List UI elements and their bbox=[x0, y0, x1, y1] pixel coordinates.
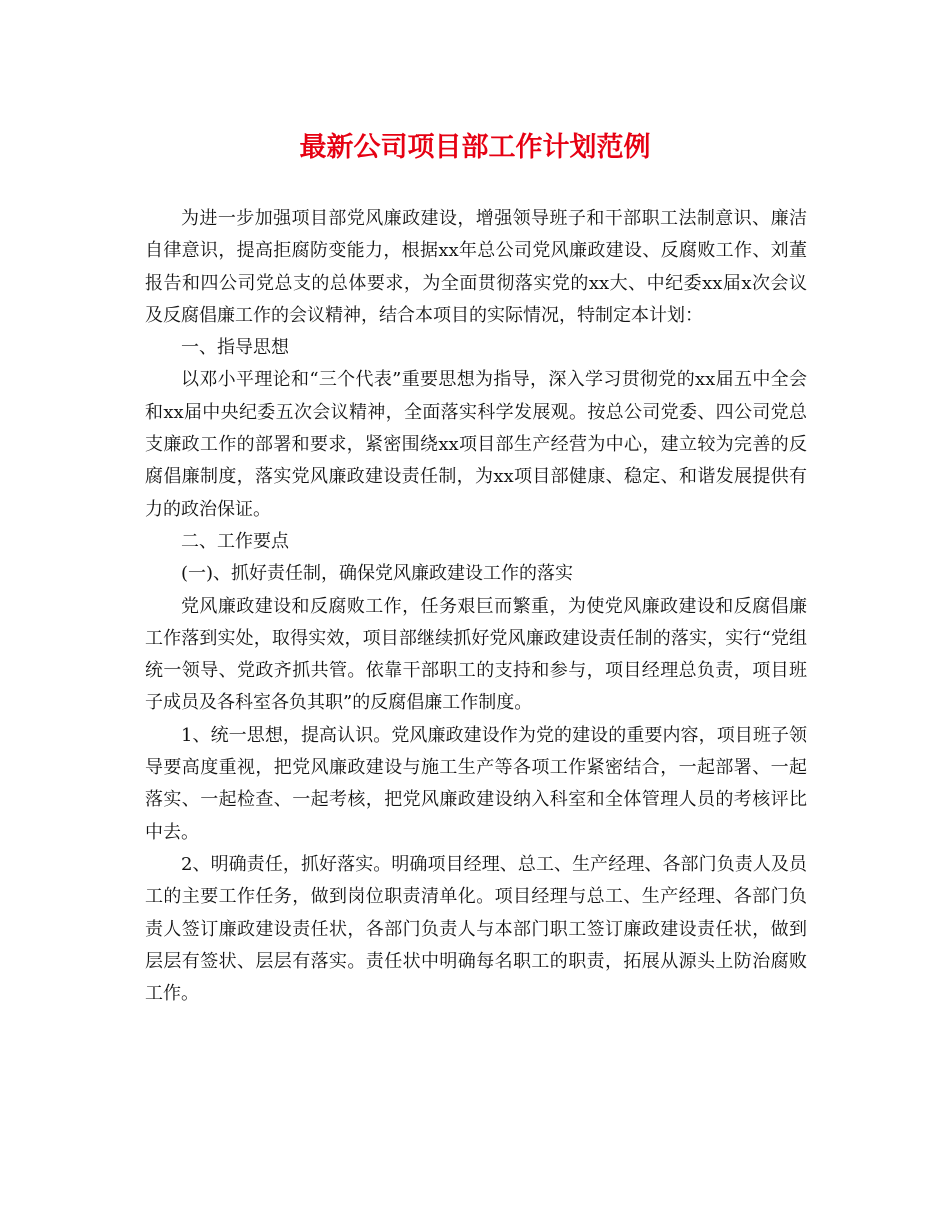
responsibility-paragraph: 党风廉政建设和反腐败工作，任务艰巨而繁重，为使党风廉政建设和反腐倡廉工作落到实处，取得实效，项目部继续抓好党风廉政建设责任制的落实，实行“党组统一领导、党政齐抓共管。依靠干部职工的支持和参与，项目经理总负责，项目班子成员及各科室各负其职”的反腐倡廉工作制度。 bbox=[145, 595, 807, 714]
guiding-thought-paragraph: 以邓小平理论和“三个代表”重要思想为指导，深入学习贯彻党的xx届五中全会和xx届中央纪委五次会议精神，全面落实科学发展观。按总公司党委、四公司党总支廉政工作的部署和要求，紧密围绕xx项目部生产经营为中心，建立较为完善的反腐倡廉制度，落实党风廉政建设责任制，为xx项目部健康、稳定、和谐发展提供有力的政治保证。 bbox=[145, 369, 807, 520]
item-1-paragraph: 1、统一思想，提高认识。党风廉政建设作为党的建设的重要内容，项目班子领导要高度重视，把党风廉政建设与施工生产等各项工作紧密结合，一起部署、一起落实、一起检查、一起考核，把党风廉政建设纳入科室和全体管理人员的考核评比中去。 bbox=[145, 724, 807, 843]
section-heading-work-points: 二、工作要点 bbox=[181, 530, 289, 552]
intro-paragraph: 为进一步加强项目部党风廉政建设，增强领导班子和干部职工法制意识、廉洁自律意识，提高拒腐防变能力，根据xx年总公司党风廉政建设、反腐败工作、刘董报告和四公司党总支的总体要求，为全面贯彻落实党的xx大、中纪委xx届x次会议及反腐倡廉工作的会议精神，结合本项目的实际情况，特制定本计划： bbox=[145, 208, 807, 326]
subsection-heading-responsibility: (一)、抓好责任制，确保党风廉政建设工作的落实 bbox=[181, 563, 574, 585]
item-2-paragraph: 2、明确责任，抓好落实。明确项目经理、总工、生产经理、各部门负责人及员工的主要工作任务，做到岗位职责清单化。项目经理与总工、生产经理、各部门负责人签订廉政建设责任状，各部门负责人与本部门职工签订廉政建设责任状，做到层层有签状、层层有落实。责任状中明确每名职工的职责，拓展从源头上防治腐败工作。 bbox=[145, 853, 807, 1005]
document-title: 最新公司项目部工作计划范例 bbox=[299, 132, 651, 163]
document-body bbox=[145, 203, 807, 1010]
section-heading-guiding-thought: 一、指导思想 bbox=[181, 337, 289, 359]
